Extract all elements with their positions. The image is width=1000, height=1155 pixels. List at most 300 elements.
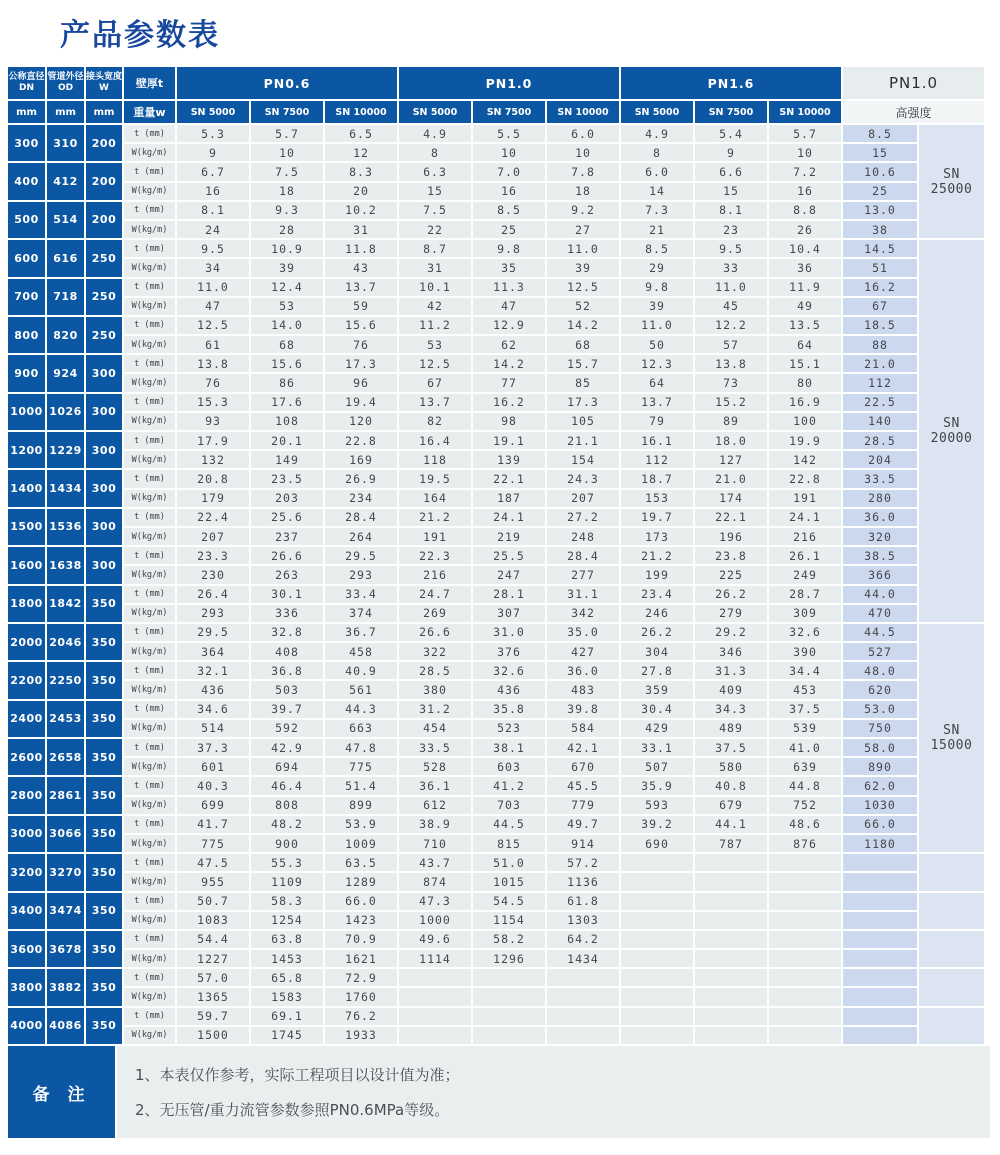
value-cell-t: 37.3 <box>177 739 249 756</box>
value-cell-t: 14.0 <box>251 317 323 334</box>
value-cell-t: 70.9 <box>325 931 397 948</box>
hs-value-cell-t: 48.0 <box>843 662 917 679</box>
value-cell-w: 28 <box>251 221 323 238</box>
value-cell-t: 11.2 <box>399 317 471 334</box>
value-cell-w: 219 <box>473 528 545 545</box>
row-label-t: t (mm) <box>124 432 175 449</box>
hs-value-cell-w: 890 <box>843 758 917 775</box>
value-cell-w: 1154 <box>473 912 545 929</box>
row-label-t: t (mm) <box>124 624 175 641</box>
dn-cell: 3400 <box>8 893 45 929</box>
value-cell-w: 67 <box>399 374 471 391</box>
value-cell-t: 41.2 <box>473 777 545 794</box>
value-cell-w: 31 <box>399 259 471 276</box>
dn-cell: 3600 <box>8 931 45 967</box>
value-cell-w: 42 <box>399 298 471 315</box>
w-cell: 200 <box>86 163 122 199</box>
value-cell-w: 15 <box>695 183 767 200</box>
value-cell-t: 17.3 <box>325 355 397 372</box>
value-cell-t: 13.5 <box>769 317 841 334</box>
value-cell-t: 48.6 <box>769 816 841 833</box>
hs-value-cell-w: 88 <box>843 336 917 353</box>
value-cell-t: 21.0 <box>695 470 767 487</box>
value-cell-w: 246 <box>621 605 693 622</box>
value-cell-t: 39.2 <box>621 816 693 833</box>
hs-value-cell-w: 1030 <box>843 797 917 814</box>
value-cell-w: 710 <box>399 835 471 852</box>
value-cell-w: 663 <box>325 720 397 737</box>
value-cell-w: 503 <box>251 681 323 698</box>
value-cell-w: 1303 <box>547 912 619 929</box>
value-cell-t: 15.7 <box>547 355 619 372</box>
row-label-t: t (mm) <box>124 317 175 334</box>
value-cell-t: 20.1 <box>251 432 323 449</box>
value-cell-t: 23.3 <box>177 547 249 564</box>
od-cell: 1229 <box>47 432 84 468</box>
value-cell-w: 216 <box>769 528 841 545</box>
value-cell-w: 22 <box>399 221 471 238</box>
dn-cell: 1500 <box>8 509 45 545</box>
value-cell-w: 216 <box>399 566 471 583</box>
od-cell: 1536 <box>47 509 84 545</box>
value-cell-t: 7.2 <box>769 163 841 180</box>
value-cell-w: 1109 <box>251 873 323 890</box>
od-cell: 616 <box>47 240 84 276</box>
value-cell-w: 196 <box>695 528 767 545</box>
hs-value-cell-t: 66.0 <box>843 816 917 833</box>
value-cell-w: 1583 <box>251 988 323 1005</box>
value-cell-w: 112 <box>621 451 693 468</box>
od-cell: 310 <box>47 125 84 161</box>
value-cell-w: 380 <box>399 681 471 698</box>
od-cell: 1026 <box>47 394 84 430</box>
value-cell-t: 29.2 <box>695 624 767 641</box>
value-cell-t: 20.8 <box>177 470 249 487</box>
value-cell-w: 593 <box>621 797 693 814</box>
value-cell-t: 37.5 <box>769 701 841 718</box>
value-cell-w: 64 <box>769 336 841 353</box>
value-cell-t: 10.2 <box>325 202 397 219</box>
header-line: 公称直径 <box>8 71 45 82</box>
header-line: 接头宽度 <box>86 71 122 82</box>
value-cell-t: 26.9 <box>325 470 397 487</box>
hs-value-cell-t: 53.0 <box>843 701 917 718</box>
header-group-pn0.6: PN0.6 <box>177 67 397 99</box>
value-cell-w: 601 <box>177 758 249 775</box>
value-cell-w: 80 <box>769 374 841 391</box>
value-cell-t: 23.5 <box>251 470 323 487</box>
value-cell-w: 639 <box>769 758 841 775</box>
row-label-t: t (mm) <box>124 355 175 372</box>
header-group-pn1.0: PN1.0 <box>399 67 619 99</box>
value-cell-t <box>547 969 619 986</box>
value-cell-w: 277 <box>547 566 619 583</box>
value-cell-w: 16 <box>473 183 545 200</box>
value-cell-t: 29.5 <box>325 547 397 564</box>
value-cell-t: 12.5 <box>399 355 471 372</box>
row-label-w: W(kg/m) <box>124 451 175 468</box>
value-cell-t: 22.8 <box>769 470 841 487</box>
value-cell-t: 39.7 <box>251 701 323 718</box>
row-label-w: W(kg/m) <box>124 643 175 660</box>
w-cell: 350 <box>86 969 122 1005</box>
value-cell-t: 11.0 <box>177 279 249 296</box>
value-cell-t: 19.1 <box>473 432 545 449</box>
dn-cell: 600 <box>8 240 45 276</box>
value-cell-t: 8.1 <box>695 202 767 219</box>
hs-value-cell-t <box>843 931 917 948</box>
w-cell: 300 <box>86 394 122 430</box>
value-cell-t: 44.5 <box>473 816 545 833</box>
value-cell-w <box>473 988 545 1005</box>
value-cell-t: 35.0 <box>547 624 619 641</box>
header-line: OD <box>57 83 74 93</box>
value-cell-w: 53 <box>399 336 471 353</box>
value-cell-w: 1000 <box>399 912 471 929</box>
value-cell-t <box>547 1008 619 1025</box>
row-label-w: W(kg/m) <box>124 758 175 775</box>
value-cell-t: 31.0 <box>473 624 545 641</box>
value-cell-w: 1296 <box>473 950 545 967</box>
value-cell-w: 346 <box>695 643 767 660</box>
hs-value-cell-w <box>843 988 917 1005</box>
w-cell: 300 <box>86 509 122 545</box>
value-cell-t: 29.5 <box>177 624 249 641</box>
od-cell: 924 <box>47 355 84 391</box>
w-cell: 350 <box>86 816 122 852</box>
value-cell-t: 5.5 <box>473 125 545 142</box>
value-cell-w: 293 <box>177 605 249 622</box>
value-cell-w: 775 <box>177 835 249 852</box>
value-cell-t: 17.9 <box>177 432 249 449</box>
value-cell-w: 100 <box>769 413 841 430</box>
hs-value-cell-t: 14.5 <box>843 240 917 257</box>
value-cell-w: 25 <box>473 221 545 238</box>
value-cell-w: 699 <box>177 797 249 814</box>
value-cell-t: 16.2 <box>473 394 545 411</box>
row-label-t: t (mm) <box>124 125 175 142</box>
value-cell-t: 33.5 <box>399 739 471 756</box>
value-cell-w: 1114 <box>399 950 471 967</box>
od-cell: 3270 <box>47 854 84 890</box>
value-cell-w: 309 <box>769 605 841 622</box>
value-cell-t: 42.1 <box>547 739 619 756</box>
value-cell-w: 82 <box>399 413 471 430</box>
hs-value-cell-w: 38 <box>843 221 917 238</box>
value-cell-w: 77 <box>473 374 545 391</box>
value-cell-w: 68 <box>547 336 619 353</box>
value-cell-t: 17.6 <box>251 394 323 411</box>
value-cell-w: 453 <box>769 681 841 698</box>
value-cell-t: 44.1 <box>695 816 767 833</box>
value-cell-w: 62 <box>473 336 545 353</box>
value-cell-w: 142 <box>769 451 841 468</box>
row-label-w: W(kg/m) <box>124 873 175 890</box>
value-cell-w: 39 <box>547 259 619 276</box>
value-cell-t: 49.6 <box>399 931 471 948</box>
dn-cell: 3200 <box>8 854 45 890</box>
hs-value-cell-w: 25 <box>843 183 917 200</box>
value-cell-t: 46.4 <box>251 777 323 794</box>
value-cell-t: 40.3 <box>177 777 249 794</box>
value-cell-t <box>769 1008 841 1025</box>
value-cell-t: 12.2 <box>695 317 767 334</box>
value-cell-w: 263 <box>251 566 323 583</box>
value-cell-w: 539 <box>769 720 841 737</box>
hs-value-cell-w: 51 <box>843 259 917 276</box>
value-cell-w: 612 <box>399 797 471 814</box>
value-cell-w: 483 <box>547 681 619 698</box>
od-cell: 718 <box>47 279 84 315</box>
row-label-t: t (mm) <box>124 1008 175 1025</box>
value-cell-t <box>695 854 767 871</box>
value-cell-w: 507 <box>621 758 693 775</box>
value-cell-w: 187 <box>473 490 545 507</box>
hs-value-cell-w: 112 <box>843 374 917 391</box>
hs-value-cell-t: 36.0 <box>843 509 917 526</box>
value-cell-t: 7.8 <box>547 163 619 180</box>
value-cell-t: 12.5 <box>547 279 619 296</box>
value-cell-t: 14.2 <box>547 317 619 334</box>
value-cell-w <box>695 950 767 967</box>
value-cell-t: 24.1 <box>769 509 841 526</box>
header-group-pn1.6: PN1.6 <box>621 67 841 99</box>
value-cell-w: 374 <box>325 605 397 622</box>
hs-value-cell-t: 22.5 <box>843 394 917 411</box>
value-cell-t: 47.5 <box>177 854 249 871</box>
value-cell-t: 7.3 <box>621 202 693 219</box>
value-cell-t: 28.7 <box>769 586 841 603</box>
value-cell-t: 5.3 <box>177 125 249 142</box>
value-cell-t <box>695 969 767 986</box>
value-cell-w: 53 <box>251 298 323 315</box>
value-cell-t: 6.3 <box>399 163 471 180</box>
value-cell-t: 53.9 <box>325 816 397 833</box>
value-cell-t: 8.5 <box>473 202 545 219</box>
value-cell-w: 584 <box>547 720 619 737</box>
remark-item: 2、无压管/重力流管参数参照PN0.6MPa等级。 <box>135 1101 450 1119</box>
dn-cell: 300 <box>8 125 45 161</box>
value-cell-w: 230 <box>177 566 249 583</box>
dn-cell: 900 <box>8 355 45 391</box>
value-cell-t: 12.9 <box>473 317 545 334</box>
value-cell-t: 27.2 <box>547 509 619 526</box>
value-cell-w: 174 <box>695 490 767 507</box>
value-cell-t: 12.5 <box>177 317 249 334</box>
row-label-w: W(kg/m) <box>124 221 175 238</box>
value-cell-t: 27.8 <box>621 662 693 679</box>
hs-value-cell-t: 10.6 <box>843 163 917 180</box>
value-cell-w: 26 <box>769 221 841 238</box>
header-sn-col: SN 5000 <box>621 101 693 123</box>
od-cell: 412 <box>47 163 84 199</box>
sn-side-label <box>919 854 984 890</box>
value-cell-w: 47 <box>473 298 545 315</box>
value-cell-w: 900 <box>251 835 323 852</box>
value-cell-t: 57.2 <box>547 854 619 871</box>
dn-cell: 500 <box>8 202 45 238</box>
value-cell-t: 7.5 <box>251 163 323 180</box>
value-cell-w: 264 <box>325 528 397 545</box>
value-cell-w: 21 <box>621 221 693 238</box>
value-cell-w: 16 <box>177 183 249 200</box>
w-cell: 300 <box>86 432 122 468</box>
value-cell-w: 10 <box>473 144 545 161</box>
value-cell-t: 34.3 <box>695 701 767 718</box>
value-cell-t: 19.7 <box>621 509 693 526</box>
hs-value-cell-t: 62.0 <box>843 777 917 794</box>
value-cell-t <box>695 893 767 910</box>
header-w <box>86 67 122 99</box>
value-cell-w: 86 <box>251 374 323 391</box>
value-cell-t: 18.7 <box>621 470 693 487</box>
w-cell: 250 <box>86 279 122 315</box>
value-cell-w: 31 <box>325 221 397 238</box>
header-high-strength-sub: 高强度 <box>843 101 984 123</box>
value-cell-t: 26.2 <box>621 624 693 641</box>
row-label-w: W(kg/m) <box>124 912 175 929</box>
row-label-w: W(kg/m) <box>124 336 175 353</box>
od-cell: 2658 <box>47 739 84 775</box>
value-cell-t: 13.8 <box>695 355 767 372</box>
value-cell-t: 12.3 <box>621 355 693 372</box>
w-cell: 350 <box>86 739 122 775</box>
value-cell-t: 38.1 <box>473 739 545 756</box>
page-title: 产品参数表 <box>60 18 220 53</box>
value-cell-w: 50 <box>621 336 693 353</box>
value-cell-t: 8.5 <box>621 240 693 257</box>
value-cell-w <box>695 912 767 929</box>
value-cell-w <box>769 873 841 890</box>
dn-cell: 400 <box>8 163 45 199</box>
value-cell-w: 118 <box>399 451 471 468</box>
hs-value-cell-w <box>843 950 917 967</box>
dn-cell: 1000 <box>8 394 45 430</box>
hs-value-cell-t: 13.0 <box>843 202 917 219</box>
header-weight: 重量w <box>124 101 175 123</box>
value-cell-w: 57 <box>695 336 767 353</box>
row-label-t: t (mm) <box>124 163 175 180</box>
value-cell-t: 15.6 <box>251 355 323 372</box>
hs-value-cell-w: 280 <box>843 490 917 507</box>
value-cell-t: 63.8 <box>251 931 323 948</box>
value-cell-w: 61 <box>177 336 249 353</box>
value-cell-t: 36.7 <box>325 624 397 641</box>
value-cell-w <box>695 873 767 890</box>
value-cell-w: 293 <box>325 566 397 583</box>
value-cell-t: 32.6 <box>769 624 841 641</box>
value-cell-t: 21.2 <box>399 509 471 526</box>
value-cell-w: 342 <box>547 605 619 622</box>
hs-value-cell-w: 470 <box>843 605 917 622</box>
value-cell-t: 10.4 <box>769 240 841 257</box>
value-cell-t: 32.8 <box>251 624 323 641</box>
value-cell-w: 454 <box>399 720 471 737</box>
sn-side-label <box>919 931 984 967</box>
hs-value-cell-t: 21.0 <box>843 355 917 372</box>
hs-value-cell-w <box>843 873 917 890</box>
sn-side-label <box>919 893 984 929</box>
value-cell-t: 44.3 <box>325 701 397 718</box>
value-cell-w: 179 <box>177 490 249 507</box>
value-cell-t: 48.2 <box>251 816 323 833</box>
value-cell-t: 35.8 <box>473 701 545 718</box>
dn-cell: 1600 <box>8 547 45 583</box>
hs-value-cell-t: 16.2 <box>843 279 917 296</box>
value-cell-w: 752 <box>769 797 841 814</box>
value-cell-w: 815 <box>473 835 545 852</box>
row-label-t: t (mm) <box>124 547 175 564</box>
value-cell-w: 899 <box>325 797 397 814</box>
hs-value-cell-w: 15 <box>843 144 917 161</box>
value-cell-w: 775 <box>325 758 397 775</box>
od-cell: 820 <box>47 317 84 353</box>
sn-side-label <box>919 1008 984 1044</box>
header-line: W <box>99 83 109 93</box>
row-label-t: t (mm) <box>124 394 175 411</box>
header-sn-col: SN 7500 <box>473 101 545 123</box>
dn-cell: 1200 <box>8 432 45 468</box>
value-cell-w: 16 <box>769 183 841 200</box>
value-cell-t: 16.4 <box>399 432 471 449</box>
row-label-w: W(kg/m) <box>124 413 175 430</box>
value-cell-w: 248 <box>547 528 619 545</box>
value-cell-w: 8 <box>399 144 471 161</box>
value-cell-w: 1009 <box>325 835 397 852</box>
value-cell-w: 376 <box>473 643 545 660</box>
w-cell: 350 <box>86 624 122 660</box>
value-cell-t: 50.7 <box>177 893 249 910</box>
value-cell-t: 16.9 <box>769 394 841 411</box>
value-cell-t: 42.9 <box>251 739 323 756</box>
value-cell-t: 36.1 <box>399 777 471 794</box>
value-cell-t: 22.3 <box>399 547 471 564</box>
value-cell-t: 69.1 <box>251 1008 323 1025</box>
value-cell-w <box>621 988 693 1005</box>
value-cell-t: 51.0 <box>473 854 545 871</box>
value-cell-w: 247 <box>473 566 545 583</box>
hs-value-cell-w: 320 <box>843 528 917 545</box>
value-cell-t: 28.4 <box>547 547 619 564</box>
hs-value-cell-t: 18.5 <box>843 317 917 334</box>
value-cell-w: 89 <box>695 413 767 430</box>
value-cell-w: 808 <box>251 797 323 814</box>
value-cell-t: 14.2 <box>473 355 545 372</box>
value-cell-t: 24.1 <box>473 509 545 526</box>
dn-cell: 800 <box>8 317 45 353</box>
value-cell-w: 120 <box>325 413 397 430</box>
sn-side-label: SN 25000 <box>919 125 984 238</box>
value-cell-w: 1500 <box>177 1027 249 1044</box>
value-cell-w: 489 <box>695 720 767 737</box>
value-cell-t: 39.8 <box>547 701 619 718</box>
value-cell-t: 23.8 <box>695 547 767 564</box>
od-cell: 3678 <box>47 931 84 967</box>
value-cell-t: 11.8 <box>325 240 397 257</box>
value-cell-t: 36.0 <box>547 662 619 679</box>
value-cell-w: 199 <box>621 566 693 583</box>
value-cell-w: 39 <box>621 298 693 315</box>
value-cell-w: 96 <box>325 374 397 391</box>
remarks-body <box>117 1046 990 1138</box>
value-cell-t: 49.7 <box>547 816 619 833</box>
value-cell-t: 23.4 <box>621 586 693 603</box>
value-cell-t: 31.1 <box>547 586 619 603</box>
row-label-t: t (mm) <box>124 586 175 603</box>
value-cell-w: 679 <box>695 797 767 814</box>
value-cell-w: 127 <box>695 451 767 468</box>
value-cell-t: 40.9 <box>325 662 397 679</box>
